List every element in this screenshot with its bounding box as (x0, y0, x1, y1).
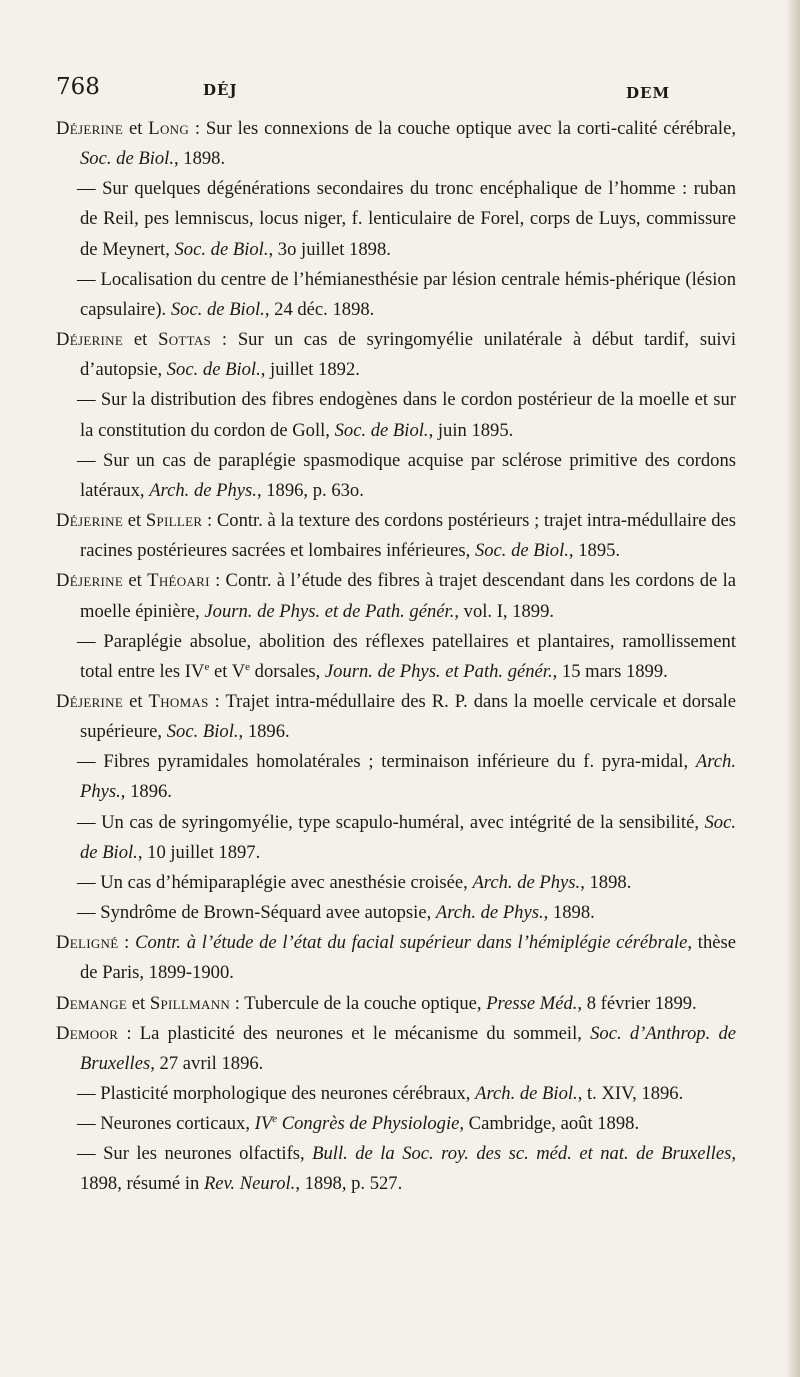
bibliography-entry: Déjerine et Théoari : Contr. à l’étude des fibres à trajet descendant dans les cordons de la moelle épinière, Journ. de Phys. et de Path. génér., vol. I, 1899. (56, 570, 736, 622)
bibliography-entry: Déjerine et Sottas : Sur un cas de syringomyélie unilatérale à début tardif, suivi d’autopsie, Soc. de Biol., juillet 1892. (56, 329, 736, 381)
bibliography-subentry: — Plasticité morphologique des neurones cérébraux, Arch. de Biol., t. XIV, 1896. (77, 1083, 684, 1104)
bibliography-subentry: — Neurones corticaux, IVe Congrès de Physiologie, Cambridge, août 1898. (77, 1112, 640, 1135)
bibliography-entry: Déjerine et Long : Sur les connexions de la couche optique avec la corti-calité cérébrale, Soc. de Biol., 1898. (56, 118, 736, 170)
header-left-word: DÉJ (203, 81, 238, 99)
bibliography-entry: Déjerine et Thomas : Trajet intra-médullaire des R. P. dans la moelle cervicale et dorsale supérieure, Soc. Biol., 1896. (56, 690, 736, 743)
bibliography-subentry: — Sur quelques dégénérations secondaires du tronc encéphalique de l’homme : ruban de Reil, pes lemniscus, locus niger, f. lenticulaire de Forel, corps de Luys, commissure de Meynert, Soc. de Biol., 3o juillet 1898. (77, 178, 736, 260)
bibliography-subentry: — Sur un cas de paraplégie spasmodique acquise par sclérose primitive des cordons latéraux, Arch. de Phys., 1896, p. 63o. (77, 449, 736, 501)
bibliography-subentry: — Un cas d’hémiparaplégie avec anesthésie croisée, Arch. de Phys., 1898. (77, 871, 632, 893)
bibliography-entry: Déjerine et Spiller : Contr. à la texture des cordons postérieurs ; trajet intra-médullaire des racines postérieures sacrées et lombaires inférieures, Soc. de Biol., 1895. (56, 510, 737, 562)
bibliography-subentry: — Un cas de syringomyélie, type scapulo-huméral, avec intégrité de la sensibilité, Soc. de Biol., 10 juillet 1897. (77, 811, 736, 863)
page-number: 768 (56, 74, 100, 100)
bibliography-subentry: — Sur les neurones olfactifs, Bull. de la Soc. roy. des sc. méd. et nat. de Bruxelles, 1898, résumé in Rev. Neurol., 1898, p. 527. (77, 1143, 736, 1195)
bibliography-entry: Deligné : Contr. à l’étude de l’état du facial supérieur dans l’hémiplégie cérébrale, thèse de Paris, 1899-1900. (56, 932, 736, 984)
bibliography-subentry: — Localisation du centre de l’hémianesthésie par lésion centrale hémis-phérique (lésion capsulaire). Soc. de Biol., 24 déc. 1898. (77, 268, 736, 320)
bibliography-text (56, 114, 736, 1200)
bibliography-entry: Demange et Spillmann : Tubercule de la couche optique, Presse Méd., 8 février 1899. (56, 992, 697, 1014)
page-edge-shadow (786, 0, 800, 1377)
bibliography-subentry: — Fibres pyramidales homolatérales ; terminaison inférieure du f. pyra-midal, Arch. Phys., 1896. (77, 751, 736, 803)
bibliography-subentry: — Paraplégie absolue, abolition des réflexes patellaires et plantaires, ramollissement total entre les IVe et Ve dorsales, Journ. de Phys. et Path. génér., 15 mars 1899. (77, 630, 736, 682)
header-right-word: DEM (626, 84, 671, 102)
bibliography-subentry: — Sur la distribution des fibres endogènes dans le cordon postérieur de la moelle et sur la constitution du cordon de Goll, Soc. de Biol., juin 1895. (77, 389, 736, 441)
bibliography-entry: Demoor : La plasticité des neurones et le mécanisme du sommeil, Soc. d’Anthrop. de Bruxelles, 27 avril 1896. (56, 1022, 736, 1074)
running-header (56, 74, 736, 108)
bibliography-subentry: — Syndrôme de Brown-Séquard avee autopsie, Arch. de Phys., 1898. (77, 902, 595, 924)
